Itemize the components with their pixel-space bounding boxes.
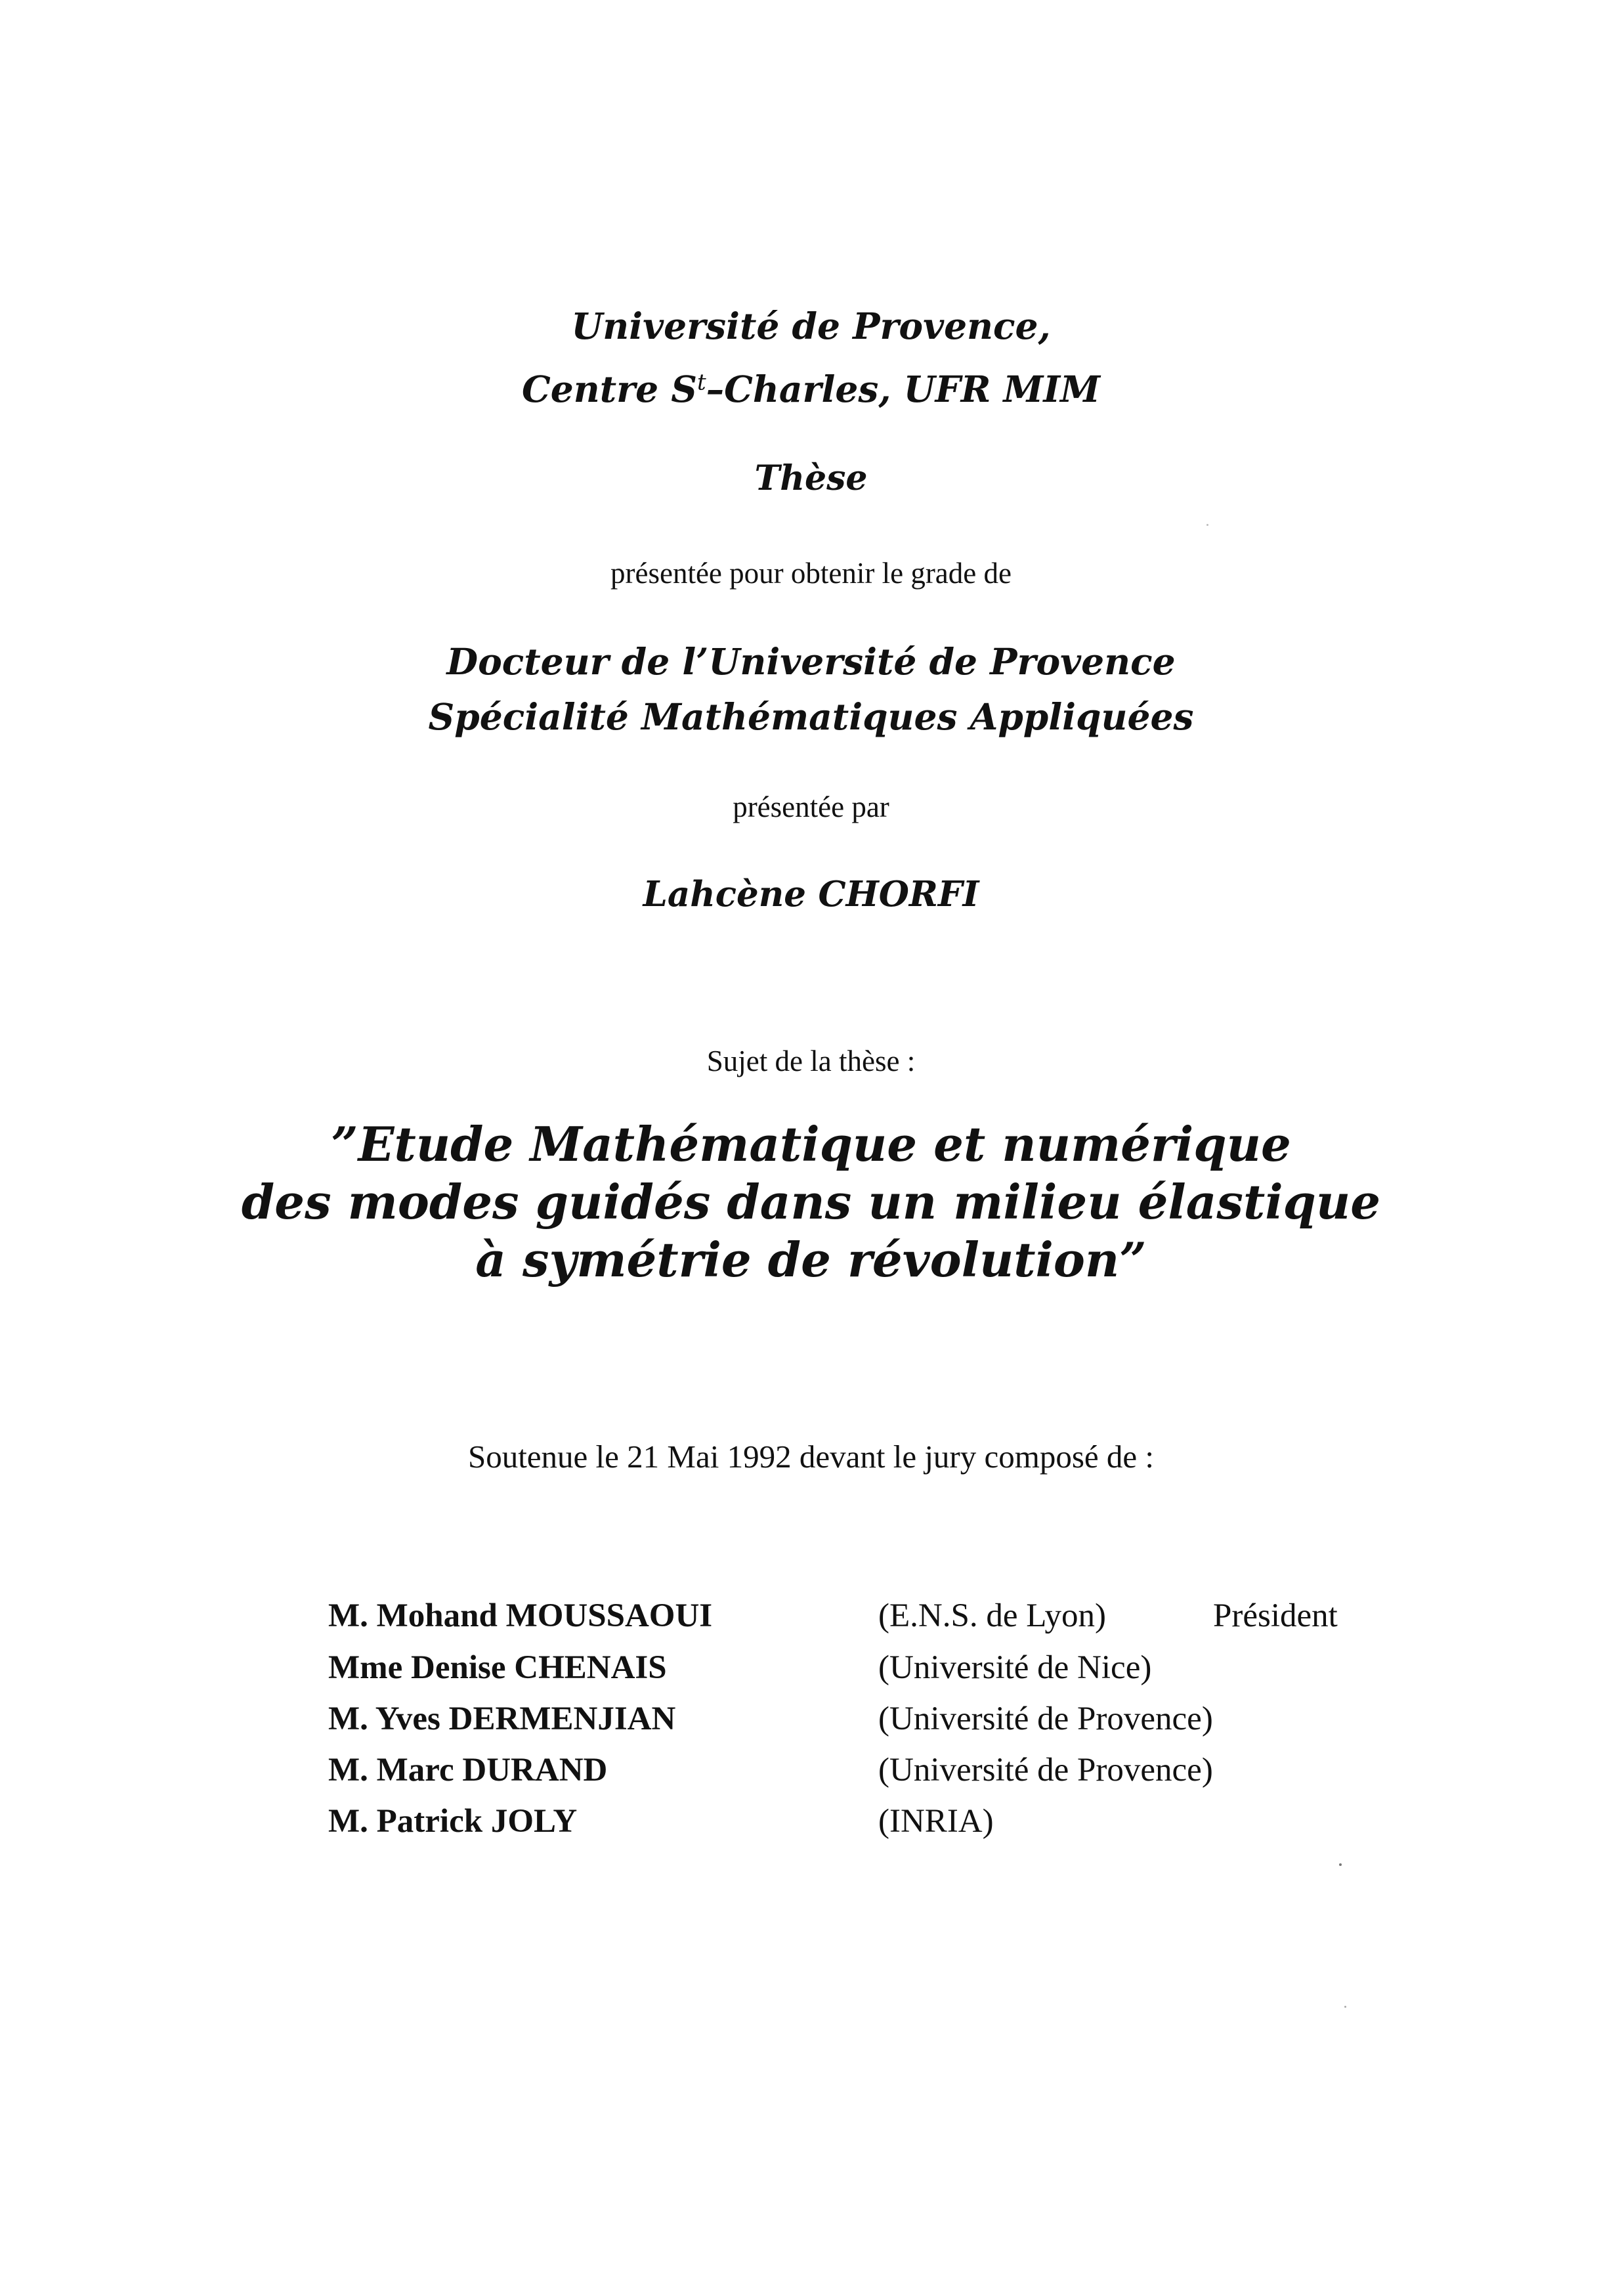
jury-member-affiliation: (Université de Provence) (878, 1700, 1213, 1737)
thesis-title-line-2: des modes guidés dans un milieu élastique (241, 1174, 1381, 1230)
scan-speck (1206, 524, 1208, 526)
subject-label: Sujet de la thèse : (706, 1045, 916, 1077)
jury-member-name: M. Marc DURAND (328, 1752, 608, 1788)
jury-member-affiliation: (Université de Nice) (878, 1649, 1152, 1686)
thesis-title-line-3: à symétrie de révolution” (475, 1232, 1147, 1288)
jury-member-name: M. Yves DERMENJIAN (328, 1700, 676, 1737)
centre-suffix: –Charles, UFR MIM (706, 368, 1101, 410)
jury-member-affiliation: (E.N.S. de Lyon) (878, 1597, 1107, 1634)
presented-by-label: présentée par (733, 791, 889, 823)
centre-prefix: Centre S (521, 368, 697, 410)
centre-line (0, 368, 1622, 410)
jury-member-name: M. Patrick JOLY (328, 1803, 578, 1840)
defense-statement: Soutenue le 21 Mai 1992 devant le jury composé de : (467, 1439, 1155, 1475)
grade-intro: présentée pour obtenir le grade de (610, 557, 1012, 590)
jury-member-name: Mme Denise CHENAIS (328, 1649, 667, 1686)
thesis-title-line-1: ”Etude Mathématique et numérique (331, 1116, 1291, 1172)
degree-line-1: Docteur de l’Université de Provence (446, 640, 1176, 683)
jury-member-affiliation: (Université de Provence) (878, 1752, 1213, 1788)
these-label: Thèse (754, 458, 868, 498)
degree-line-2: Spécialité Mathématiques Appliquées (428, 695, 1194, 738)
jury-member-affiliation: (INRIA) (878, 1803, 994, 1840)
university-name: Université de Provence, (571, 305, 1051, 347)
jury-member-role: Président (1213, 1597, 1338, 1634)
jury-member-name: M. Mohand MOUSSAOUI (328, 1597, 713, 1634)
scan-speck (1344, 2006, 1346, 2008)
author-name: Lahcène CHORFI (643, 874, 979, 915)
centre-superscript: t (696, 369, 706, 396)
scan-speck (1339, 1863, 1342, 1866)
